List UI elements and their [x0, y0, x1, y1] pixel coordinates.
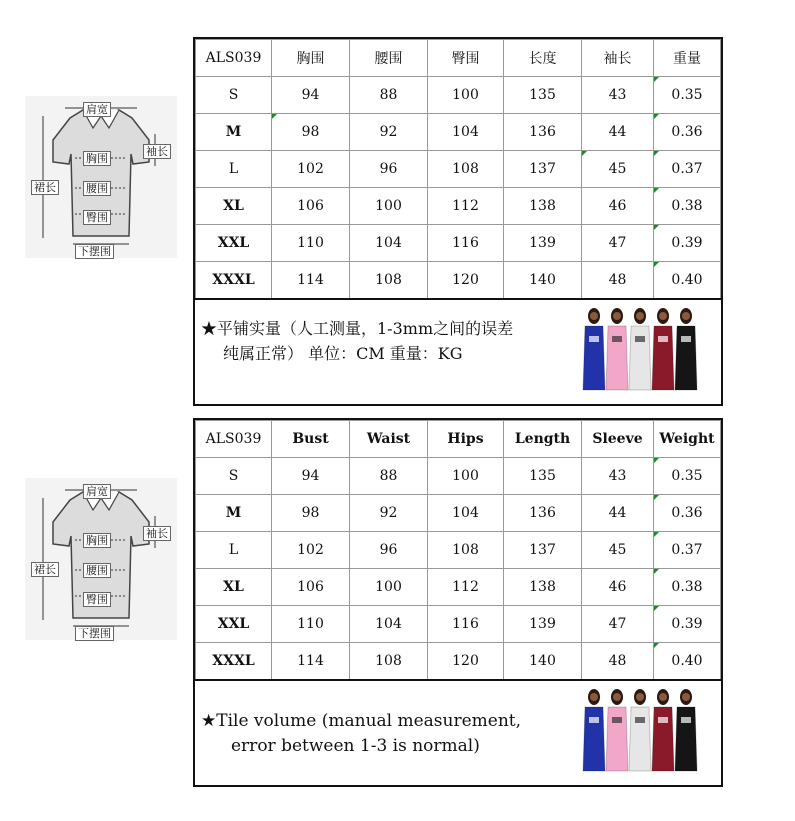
note-line: ★平铺实量（人工测量，1-3mm之间的误差 — [201, 318, 514, 338]
table-header-row — [196, 40, 721, 77]
header-cell: 重量 — [654, 40, 721, 77]
table-cell: 0.35 — [654, 458, 721, 495]
table-cell: 104 — [428, 114, 504, 151]
table-row — [196, 225, 721, 262]
table-cell: 48 — [582, 262, 654, 299]
table-cell: 138 — [504, 188, 582, 225]
size-table-cn — [195, 39, 721, 300]
table-cell: 108 — [428, 532, 504, 569]
size-cell: XXL — [196, 225, 272, 262]
bust-label: 胸围 — [83, 533, 111, 548]
table-cell: 140 — [504, 262, 582, 299]
product-photo — [581, 306, 699, 392]
table-cell: 0.40 — [654, 643, 721, 680]
table-cell: 88 — [350, 458, 428, 495]
table-cell: 102 — [272, 532, 350, 569]
table-cell: 110 — [272, 606, 350, 643]
header-cell: ALS039 — [196, 40, 272, 77]
product-photo — [581, 687, 699, 773]
table-cell: 92 — [350, 495, 428, 532]
header-cell: 臀围 — [428, 40, 504, 77]
table-cell: 139 — [504, 225, 582, 262]
measurement-note-cn — [195, 300, 721, 404]
header-cell: 袖长 — [582, 40, 654, 77]
hips-label: 臀围 — [83, 210, 111, 225]
table-cell: 0.39 — [654, 225, 721, 262]
table-cell: 106 — [272, 188, 350, 225]
hips-label: 臀围 — [83, 592, 111, 607]
table-cell: 135 — [504, 458, 582, 495]
model-figure — [675, 308, 697, 390]
table-cell: 47 — [582, 606, 654, 643]
table-row — [196, 643, 721, 680]
model-figure — [606, 308, 628, 390]
size-table-en — [195, 420, 721, 681]
table-cell: 102 — [272, 151, 350, 188]
table-cell: 136 — [504, 495, 582, 532]
table-cell: 116 — [428, 225, 504, 262]
size-sheet-cn — [193, 37, 723, 406]
header-cell: Bust — [272, 421, 350, 458]
garment-diagram — [25, 96, 177, 258]
size-cell: XL — [196, 188, 272, 225]
table-row — [196, 114, 721, 151]
header-cell: Hips — [428, 421, 504, 458]
table-cell: 94 — [272, 77, 350, 114]
header-cell: Sleeve — [582, 421, 654, 458]
table-cell: 47 — [582, 225, 654, 262]
header-cell: 腰围 — [350, 40, 428, 77]
table-cell: 0.36 — [654, 495, 721, 532]
table-cell: 116 — [428, 606, 504, 643]
table-cell: 104 — [350, 606, 428, 643]
table-cell: 110 — [272, 225, 350, 262]
model-figure — [583, 689, 605, 771]
table-cell: 96 — [350, 532, 428, 569]
table-cell: 100 — [428, 77, 504, 114]
table-cell: 0.37 — [654, 151, 721, 188]
table-row — [196, 262, 721, 299]
table-cell: 0.40 — [654, 262, 721, 299]
table-row — [196, 569, 721, 606]
note-line: ★Tile volume (manual measurement, — [201, 710, 522, 731]
table-cell: 108 — [428, 151, 504, 188]
shoulder-label: 肩宽 — [83, 484, 111, 499]
size-cell: XL — [196, 569, 272, 606]
table-cell: 106 — [272, 569, 350, 606]
length-label: 裙长 — [31, 562, 59, 577]
table-cell: 0.36 — [654, 114, 721, 151]
table-cell: 140 — [504, 643, 582, 680]
note-line: 纯属正常） 单位：CM 重量：KG — [223, 343, 463, 363]
table-cell: 44 — [582, 495, 654, 532]
header-cell: 胸围 — [272, 40, 350, 77]
header-cell: Waist — [350, 421, 428, 458]
table-cell: 137 — [504, 151, 582, 188]
size-cell: L — [196, 151, 272, 188]
table-row — [196, 495, 721, 532]
table-cell: 45 — [582, 532, 654, 569]
model-figure — [675, 689, 697, 771]
table-row — [196, 606, 721, 643]
table-cell: 96 — [350, 151, 428, 188]
table-cell: 0.37 — [654, 532, 721, 569]
sleeve-label: 袖长 — [143, 526, 171, 541]
table-cell: 48 — [582, 643, 654, 680]
model-figure — [583, 308, 605, 390]
table-row — [196, 151, 721, 188]
model-figure — [629, 308, 651, 390]
model-figure — [652, 689, 674, 771]
hem-label: 下摆围 — [75, 244, 114, 259]
table-cell: 0.39 — [654, 606, 721, 643]
table-cell: 92 — [350, 114, 428, 151]
table-cell: 94 — [272, 458, 350, 495]
hem-label: 下摆围 — [75, 626, 114, 641]
table-row — [196, 77, 721, 114]
note-line: error between 1-3 is normal) — [231, 735, 480, 756]
garment-diagram — [25, 478, 177, 640]
table-row — [196, 458, 721, 495]
table-cell: 100 — [428, 458, 504, 495]
table-cell: 112 — [428, 188, 504, 225]
bust-label: 胸围 — [83, 151, 111, 166]
header-cell: ALS039 — [196, 421, 272, 458]
waist-label: 腰围 — [83, 181, 111, 196]
table-cell: 88 — [350, 77, 428, 114]
shoulder-label: 肩宽 — [83, 102, 111, 117]
size-sheet-en — [193, 418, 723, 787]
size-cell: XXL — [196, 606, 272, 643]
table-cell: 98 — [272, 495, 350, 532]
sleeve-label: 袖长 — [143, 144, 171, 159]
model-figure — [606, 689, 628, 771]
table-cell: 135 — [504, 77, 582, 114]
model-figure — [629, 689, 651, 771]
table-cell: 44 — [582, 114, 654, 151]
table-cell: 120 — [428, 643, 504, 680]
size-cell: S — [196, 77, 272, 114]
size-cell: XXXL — [196, 643, 272, 680]
measurement-note-en — [195, 681, 721, 785]
table-row — [196, 188, 721, 225]
header-cell: Length — [504, 421, 582, 458]
size-cell: M — [196, 495, 272, 532]
table-cell: 136 — [504, 114, 582, 151]
table-row — [196, 532, 721, 569]
table-cell: 46 — [582, 569, 654, 606]
dress-outline — [25, 96, 177, 258]
table-cell: 108 — [350, 643, 428, 680]
models-image — [581, 687, 699, 773]
size-cell: L — [196, 532, 272, 569]
header-cell: Weight — [654, 421, 721, 458]
header-cell: 长度 — [504, 40, 582, 77]
dress-outline — [25, 478, 177, 640]
table-cell: 43 — [582, 458, 654, 495]
table-cell: 46 — [582, 188, 654, 225]
table-cell: 138 — [504, 569, 582, 606]
table-header-row — [196, 421, 721, 458]
table-cell: 100 — [350, 569, 428, 606]
size-cell: XXXL — [196, 262, 272, 299]
table-cell: 137 — [504, 532, 582, 569]
table-cell: 114 — [272, 262, 350, 299]
waist-label: 腰围 — [83, 563, 111, 578]
model-figure — [652, 308, 674, 390]
table-cell: 43 — [582, 77, 654, 114]
table-cell: 0.35 — [654, 77, 721, 114]
table-cell: 0.38 — [654, 569, 721, 606]
table-cell: 104 — [428, 495, 504, 532]
table-cell: 104 — [350, 225, 428, 262]
table-cell: 108 — [350, 262, 428, 299]
table-cell: 100 — [350, 188, 428, 225]
table-cell: 45 — [582, 151, 654, 188]
models-image — [581, 306, 699, 392]
size-cell: M — [196, 114, 272, 151]
table-cell: 114 — [272, 643, 350, 680]
length-label: 裙长 — [31, 180, 59, 195]
table-cell: 0.38 — [654, 188, 721, 225]
table-cell: 98 — [272, 114, 350, 151]
table-cell: 139 — [504, 606, 582, 643]
size-cell: S — [196, 458, 272, 495]
table-cell: 120 — [428, 262, 504, 299]
table-cell: 112 — [428, 569, 504, 606]
